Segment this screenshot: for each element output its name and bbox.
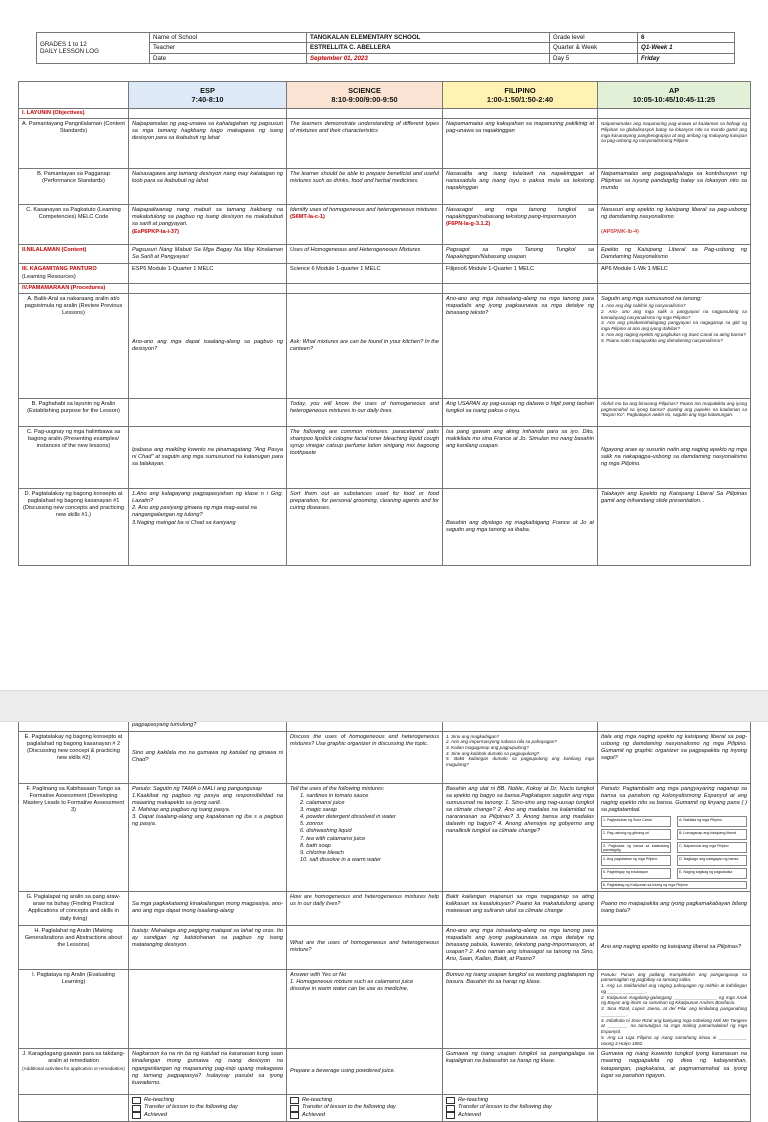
row-learning-resources: III. KAGAMITANG PANTURO (Learning Resources) ESP6 Module 1-Quarter 1 MELC Science 6 Module 1-quarter 1 MELC Filipino6 Module 1-Quarter 1 MELC AP6 Module 1-Wk 1 MELC	[19, 264, 751, 283]
header-table	[36, 32, 735, 64]
achieved-checkbox[interactable]	[446, 1112, 455, 1119]
subject-ap: AP 10:05-10:45/10:45-11:25	[598, 82, 751, 109]
row-remarks: Re-teaching Transfer of lesson to the following day Achieved Re-teaching Transfer of lesson to the following day Achieved Re-teaching Transfer of lesson to the following day Achieved	[19, 1095, 751, 1121]
date-label: Date	[150, 53, 307, 63]
page-gap	[0, 690, 768, 722]
teacher-label: Teacher	[150, 43, 307, 53]
log-title: GRADES 1 to 12 DAILY LESSON LOG	[37, 33, 150, 64]
reteach-checkbox[interactable]	[132, 1097, 141, 1104]
date-value: September 01, 2023	[307, 53, 550, 63]
row-generalization: H. Paglalahat ng Aralin (Making Generalizations and Abstractions about the Lessons) Isaisip: Mahalaga ang pagiging matapat sa lahat ng oras. Ito ay sandigan ng katotohanan sa pagbuo ng isang matatanging desisyon. What are the uses of homogeneous and heterogeneous mixture? Ano-ano ang mga isinaalang-alang na mga tanong para mapadalis ang iyong pagkaunawa sa mga detalye ng binasang pabula, kuwento, tekstong pang-impormasyon, at usapan? 2. Ano naman ang isinasagot sa tanong na Sino, Ano, Saan, Kailan, Bakit, at Paano? Ano ang naging epekto ng kaisipang liberal sa Pilipinas?	[19, 925, 751, 969]
quarter-label: Quarter & Week	[550, 43, 638, 53]
row-learning-competencies: C. Kasanayan sa Pagkatuto (Learning Competencies) MELC Code Naipapaliwanag nang mabuti sa tamang hakbang na makatutulong sa pagbuo ng isang desisyon na makabubuti sa sarili at pangyayari. (EsP6PKP-Ia-i-37) Identify uses of homogeneous and heterogeneous mixtures (S6MT-Ia-c-1) Nasasagot ang mga tanong tungkol sa napakinggan/nabasang tekstong pang-impormasyon (F6PN-Ia-g-3.1.2) Nasusuri ang epekto ng kaisipang liberal sa pag-usbong ng damdaming nasyonalismo (AP6PMK-Ib-4)	[19, 205, 751, 245]
row-application: G. Paglalapat ng aralin sa pang araw-araw na buhay (Finding Practical Applications of concepts and skills in daily living) Sa mga pagkakataong kinakailangan mong magpasiya, ano-ano ang mga dapat mong isaalang-alang How are homogeneous and heterogeneous mixtures help us in our daily lives? Bakit kailangan mapanuri sa mga nagaganap sa ating kalikasan sa kasalukuyan? Paano ka makatutulong upang maiwasan ang suliranin ukol sa climate change Paano mo maipapakita ang iyong pagkamakabayan bilang isang bata?	[19, 892, 751, 926]
school-name: TANGKALAN ELEMENTARY SCHOOL	[307, 33, 550, 43]
lesson-table-1	[18, 81, 751, 566]
row-content: II.NILALAMAN (Content) Pagsusuri Nang Mabuti Sa Mga Bagay Na May Kinalaman Sa Sarili at Pangyayari Uses of Homogeneous and Heterogeneous Mixtures Pagsagot sa mga Tanong Tungkol sa Napakinggan/Nabasang usapan Epekto ng Kaisipang Liberal sa Pag-usbong ng Damdaming Nasyonalismo	[19, 245, 751, 264]
section-objectives: I. LAYUNIN (Objectives)	[19, 109, 751, 119]
section-procedures: IV.PAMAMARAAN (Procedures)	[19, 283, 751, 293]
reteach-checkbox[interactable]	[290, 1097, 299, 1104]
grade-label: Grade level	[550, 33, 638, 43]
grade-value: 6	[638, 33, 735, 43]
row-mastery: F. Paglinang sa Kabihasaan Tungo sa Formative Assessment (Developing Mastery Leads to Formative Assessment 3) Panuto: Sagutin ng TAMA o MALI ang pangungusap 1.Kaakibat ng pagbuo ng pasya ang responsibilidad na maaaring makapekto sa iyong sarili. 2. Mahirap ang pagbuo ng isang pasya. 3. Dapat isaalang-alang ang kapakanan ng iba s a pagbuo ng pasya. Tell the uses of the following mixtures: 1. sardines in tomato sauce 2. calamansi juice 3. magic sarap 4. powder detergent dissolved in water 5. zonrox 6. dishwashing liquid 7. tea with calamansi juice 8. bath soap 9. chlorine bleach 10. salt dissolve in a warm water Basahin ang ulat ni BB. Noble, Kokoy at Dr. Nucio tungkol sa epekto ng bagyo sa bansa.Pagkatapos sagutin ang mga sumusunod na tanong: 1. Sino-sino ang nag-uusap tungkol sa climate change? 2. Ano ang madalas na kalamidad na nararanasan sa Pilipinas? 3. Anong bansa ang madalas dalawin ng bagyo? 4. Anong ahensiya ng gobyerno ang nanaliksik tungkol sa climate change? Panuto: Pagtambalin ang mga pangyayaring naganap sa bansa sa panahon ng kolonyalismong Espanyol at ang naging epekto nito sa bansa. Gumamit ng linyang pana ( ) sa pagtatambal. 1. Pagbubukas ng Suez Canal A. Nakilala ng mga Pilipino 2. Pag-usbong ng gitnang uri B. Lumaganap ang kaisipang liberal 3. Pagbukas ng bansa sa kalakalang pandaigdig C. Napamulat ang mga Pilipino 4. Ang paglalaban ng mga Pilipino D. Nagbago ang kalagayan ng bansa 5. Pagbibigay ng edukasyon E. Naging sagisag ng pagkakaisa 6. Pagtatatag ng Katipunan sa tulong ng mga Pilipino	[19, 783, 751, 892]
matching-organizer: 1. Pagbubukas ng Suez Canal A. Nakilala ng mga Pilipino 2. Pag-usbong ng gitnang uri B. Lumaganap ang kaisipang liberal 3. Pagbukas ng bansa sa kalakalang pandaigdig C. Napamulat ang mga Pilipino 4. Ang paglalaban ng mga Pilipino D. Nagbago ang kalagayan ng bansa 5. Pagbibigay ng edukasyon E. Naging sagisag ng pagkakaisa	[601, 816, 747, 879]
blank-corner	[19, 82, 129, 109]
transfer-checkbox[interactable]	[132, 1105, 141, 1112]
lesson-table-2	[18, 722, 751, 1122]
quarter-value: Q1-Week 1	[638, 43, 735, 53]
row-purpose: B. Paghahabi sa layunin ng Aralin (Establishing purpose for the Lesson) Today, you will know the uses of homogeneous and heterogeneous mixtures in our daily lives. Ang USAPAN ay pag-uusap ng dalawa o higit pang taohan tungkol sa isang paksa o isyu. Alofoli mo ba ang binasang Pilipinas? Paano mo maipakikita ang iyong pagmamahal sa iyong bansa? Ipanlng ang papeles na kaalaman sa "Buyan Ko". Pagkatapos awitin ito, sagutin ang mga katanungan.	[19, 398, 751, 426]
day-value: Friday	[638, 53, 735, 63]
subject-science: SCIENCE 8:10-9:00/9:00-9:50	[287, 82, 443, 109]
row-examples: C. Pag-uugnay ng mga halimbawa sa bagong aralin (Presenting examples/ instances of the new lessons) Ipabasa ang maikling kwento na pinamagatang "Ang Pasya ni Chad" at sagutin ang mga sumusunod na katanugan para sa talakayan. The following are common mixtures. paracetamol patis shampoo lipstick cologne facial toner bleaching liquid cough syrup vinegar catsup perfume lotion sinigang mix bagoong toothpaste Isa pang gawain ang aking inihanda para sa iyo. Dito, makikilala mo sina France at Jo. Simulan mo nang basahin ang kanilang usapan. Ngayong araw ay susuriin natin ang naging epekto ng mga salik na nakapagpa-usbong sa damdaming nasyonalismo ng mga Pilipino.	[19, 426, 751, 488]
reteach-checkbox[interactable]	[446, 1097, 455, 1104]
achieved-checkbox[interactable]	[290, 1112, 299, 1119]
day-label: Day 5	[550, 53, 638, 63]
row-content-standards: A. Pamantayang Pangnilalaman (Content Standards) Naipapamalas ng pag-unawa sa kahalagahan ng pagsusuri sa mga tamang hagkbang bago makagawa ng isang desisyon para sa ikabubuti ng lahat The learners demonstrate understanding of different types of mixtures and their characteristics Naipamamalas ang kakayahan sa mapanuring pakikinig at pag-unawa sa napakinggan Naipamamalas ang mapanuring pag-unawa at kaalaman sa bahagi ng Pilipinas sa globalisasyon batay sa lokasyon nito sa mundo gamit ang mga kasanayang pangheograpiya at ang ambag ng malayang kaisipan sa pag-usbong ng nasyonalismong Pilipino	[19, 119, 751, 169]
lesson-log-page-2	[0, 722, 768, 1118]
row-discussion-2: E. Pagtatalakay ng bagong konsepto at paglalahad ng bagong kasanayan # 2 (Discussing new concept & practicing new skills #2) Sino ang kakilala mo na gumawa ng katulad ng ginawa ni Chad? Discuss the uses of homogeneous and heterogeneous mixtures? Use graphic organizer in discussing the topic. 1. Sino ang magkaibigan? 2. Ano ang impormasyong nabasa nila sa pahayagan? 3. Kailan magaganap ang pagpupulong? 4. Sino ang kalahok dumalo sa pagpupulong? 5. Bakit kailangan dumalo sa pagpupulong ang kanilang mga magulang? Itala ang mga naging epekto ng kaisipang liberal sa pag-usbong ng damdaming nasyonalismo ng mga Pilipino. Gumamit ng graphic organizer sa pagpapakita ng inyong sagot?	[19, 731, 751, 783]
school-label: Name of School	[150, 33, 307, 43]
row-discussion-1: D. Pagtatalakay ng bagong konsepto at paglalahad ng bagong kasanayan #1 (Discussing new concepts and practicing new skills #1.) 1.Ano ang kalagayang pagpapasyahan ng klase n i Gng. Lazatin? 2. Ano ang pasiyang ginawa ng mga mag-aaral na nangangailangan ng tulong? 3.Naging maingat ba si Chad sa kaniyang Sort them out as substances used for food or food preparation, for personal grooming, cleaning agents and for curing diseases. Basahin ang diyalogo ng magkaibigang France at Jo at sagutin ang mga tanong sa ibaba. Talakayin ang Epekto ng Kaisipang Liberal Sa Pilipinas gamit ang inihandang slide presentation. .	[19, 488, 751, 565]
achieved-checkbox[interactable]	[132, 1112, 141, 1119]
transfer-checkbox[interactable]	[290, 1105, 299, 1112]
teacher-name: ESTRELLITA C. ABELLERA	[307, 43, 550, 53]
subject-header-row	[19, 82, 751, 109]
row-evaluation: I. Pagtataya ng Aralin (Evaluating Learning) Answer with Yes or No 1. Homogeneous mixture such as calamansi juice dissolve in warm water can be use as medicine. Bumuo ng isang usapan tungkol sa wastong pagtatapon ng basura. Basahin ito sa harap ng klase. Panuto: Punan ang patlang. Kumpletuhin ang pangungusap sa pamamagitan ng pagbibay sa tamang salita. 1. Ang La Solidaridad ang naging pahayagan ng mithiin at kahilingan ng _______________. 2. Katipunan Kagalang-galangang _________________ ng mga Anak ng Bayan ang itinim sa samahan ng Kkatipunan Andres Bonifacio. 3. Sina Rizal, Lopez Jaena, at del Pilar ang kinilalang pangunahing __________. 4. Inilathala ni Jose Rizal ang kaniyang mga nobelang Noli Me Tangere at ________ na tumutulgsa sa mga maling pamamalakad ng mga Espanyol. 5. Ang La Liga Filipina ay isang samahang itinau ni ___________ noong 3 Hulyo 1892.	[19, 969, 751, 1049]
row-assignment: J. Karagdagang gawain para sa takdang-aralin at remediation (Additional activities for application or remediation) Nagkaroon ka na rin ba ng katulad na karanasan kung saan kinailangan mong gumawa ng isang desisyon na nganganilangan ng mapanuring pag-iisip upang makagawa ng tamang pagpapasya? Isalaysay pasulat sa iyong kuwaderno. Prepare a beverage using powdered juice. Gumawa ng isang usapan tungkol sa pangangalaga sa kapaligiran na babasahin sa harap ng klase. Gumawa ng isang kuwento tungkol iyong karanasan na maaring nagpapakita ng diwa ng kabayanihan, katapangan, pagkakaisa, at pagmamamahal sa iyong lugar sa panahon ngayon.	[19, 1049, 751, 1095]
row-review: A. Balik-Aral sa nakaraang aralin at/o pagsisimula ng aralin (Review Previous Lessons) Ano-ano ang mga dapat isaalang-alang sa pagbuo ng desisyon? Ask: What mixtures are can be found in your kitchen? In the canteen? Ano-ano ang mga isinaalang-alang na mga tanong para mapadalis ang iyong pagkaunawa sa mga detalye ng binasang teksto? Sagutin ang mga sumusunod na tanong: 1. Ano ang ibig sabihin ng nasyonalismo? 2. Ano- ano ang mga salik o pangyayari na nagpasulong sa kamalayang nasyonalismo ng mga Pilipino? 3. Ano ang pinakamahalagang pangyayari na nagaganap sa gitit ng mga Pilipino at ano ang iyong dahilan? 4. Ano ang naging epekto ng pagbukas ng Suez Canal sa ating bansa? 5. Paano natin maipapakita ang damdaming nasyonalismo?	[19, 293, 751, 398]
transfer-checkbox[interactable]	[446, 1105, 455, 1112]
row-performance-standards: B. Pamantayan sa Pagganap (Performance Standards) Naisasagawa ang tamang desisyon nang may katatagan ng loob para sa ikabubuti ng lahat The learner should be able to prepare beneficial and useful mixtures such as drinks, food and herbal medicines. Nasasalita ang isang tula/awit na napakinggan at naisasadula ang isang isyu o paksa mula sa tekstong napakinggan Naipamamalas ang pagpapahalaga sa kontribusyon ng Pilipinas sa isyung pandaigdig batay sa lokasyon nito sa mundo	[19, 169, 751, 205]
row-continuation: pagpapasyang tumulong?	[19, 722, 751, 731]
subject-filipino: FILIPINO 1:00-1:50/1:50-2:40	[443, 82, 598, 109]
subject-esp: ESP 7:40-8:10	[129, 82, 287, 109]
